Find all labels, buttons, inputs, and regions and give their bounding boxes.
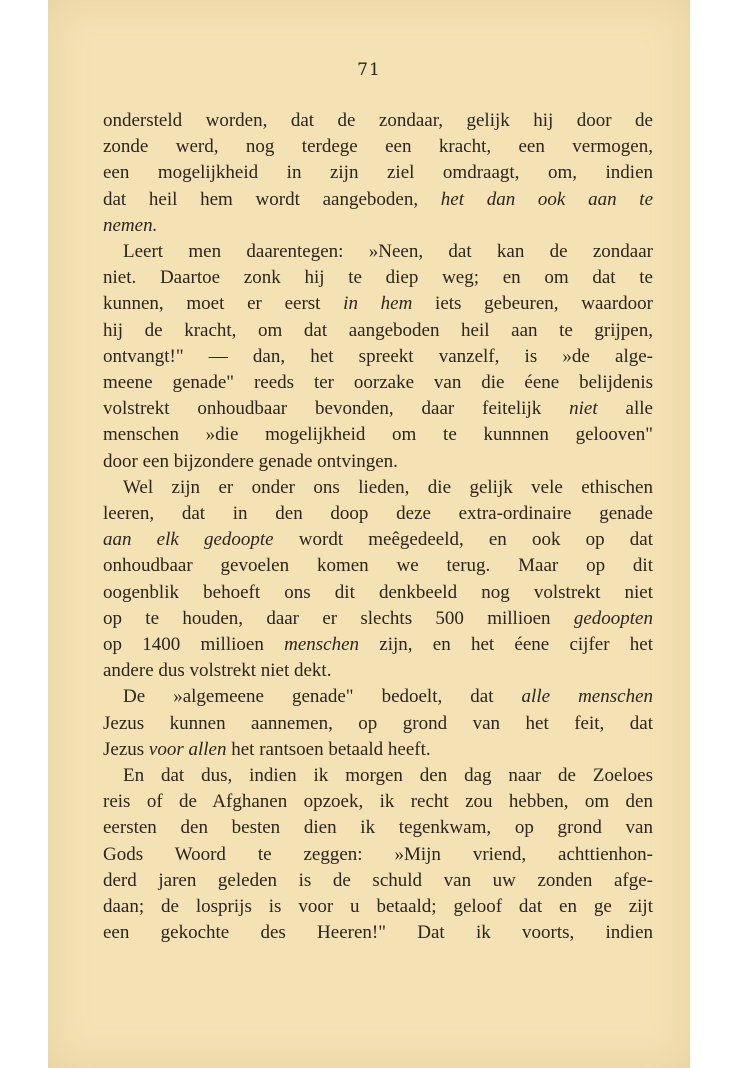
text-segment: Leert men daarentegen: »Neen, dat kan de zondaar <box>123 241 653 263</box>
text-segment: Jezus <box>103 738 149 760</box>
text-line <box>103 737 653 763</box>
italic-text: nemen. <box>103 214 158 236</box>
italic-text: alle menschen <box>521 686 653 708</box>
italic-text: het dan ook aan te <box>440 188 654 210</box>
italic-text: niet <box>569 398 598 420</box>
text-segment: wordt meêgedeeld, en ook op dat <box>273 529 653 551</box>
text-segment: hij de kracht, om dat aangeboden heil aan te grijpen, <box>103 319 653 341</box>
text-line <box>103 501 653 527</box>
italic-text: voor allen <box>148 738 227 760</box>
text-segment: zijn, en het éene cijfer het <box>359 634 654 656</box>
text-line <box>103 318 653 344</box>
text-line <box>103 868 653 894</box>
italic-text: in hem <box>343 293 413 315</box>
text-line <box>103 763 653 789</box>
text-line <box>103 894 653 920</box>
text-segment: andere dus volstrekt niet dekt. <box>103 660 332 682</box>
text-line <box>103 475 653 501</box>
text-line <box>103 632 653 658</box>
text-segment: onhoudbaar gevoelen komen we terug. Maar op dit <box>103 555 653 577</box>
text-line <box>103 842 653 868</box>
text-segment: Gods Woord te zeggen: »Mijn vriend, achttienhon- <box>103 843 653 865</box>
text-line <box>103 711 653 737</box>
book-page <box>48 0 690 1068</box>
text-segment: eersten den besten dien ik tegenkwam, op grond van <box>103 817 653 839</box>
text-segment: het rantsoen betaald heeft. <box>226 738 431 760</box>
text-line <box>103 684 653 710</box>
text-segment: Wel zijn er onder ons lieden, die gelijk vele ethischen <box>123 476 653 498</box>
text-line <box>103 108 653 134</box>
text-segment: op te houden, daar er slechts 500 millioen <box>103 607 574 629</box>
text-line <box>103 658 653 684</box>
text-line <box>103 422 653 448</box>
text-segment: op 1400 millioen <box>103 634 285 656</box>
text-segment: volstrekt onhoudbaar bevonden, daar feitelijk <box>103 398 570 420</box>
text-line <box>103 527 653 553</box>
italic-text: menschen <box>284 634 360 656</box>
text-segment: ondersteld worden, dat de zondaar, gelijk hij door de <box>103 110 653 131</box>
text-segment: meene genade" reeds ter oorzake van die éene belijdenis <box>103 372 653 394</box>
text-segment: oogenblik behoeft ons dit denkbeeld nog volstrekt niet <box>103 581 653 603</box>
body-text <box>103 108 653 947</box>
text-segment: niet. Daartoe zonk hij te diep weg; en om dat te <box>103 267 653 289</box>
text-segment: derd jaren geleden is de schuld van uw zonden afge- <box>103 869 653 891</box>
page-number: 71 <box>357 60 381 80</box>
text-segment: een mogelijkheid in zijn ziel omdraagt, om, indien <box>103 162 653 184</box>
text-line <box>103 344 653 370</box>
text-segment: kunnen, moet er eerst <box>103 293 344 315</box>
text-segment: En dat dus, indien ik morgen den dag naar de Zoeloes <box>123 765 653 787</box>
text-segment: iets gebeuren, waardoor <box>412 293 653 315</box>
text-line <box>103 920 653 946</box>
italic-text: gedoopten <box>573 607 653 629</box>
text-line <box>103 396 653 422</box>
text-line <box>103 789 653 815</box>
text-line <box>103 187 653 213</box>
italic-text: aan elk gedoopte <box>103 529 274 551</box>
text-segment: leeren, dat in den doop deze extra-ordinaire genade <box>103 503 653 525</box>
text-segment: Jezus kunnen aannemen, op grond van het feit, dat <box>103 712 653 734</box>
text-segment: dat heil hem wordt aangeboden, <box>103 188 441 210</box>
text-line <box>103 291 653 317</box>
text-line <box>103 580 653 606</box>
text-line <box>103 134 653 160</box>
text-segment: een gekochte des Heeren!" Dat ik voorts, indien <box>103 922 653 944</box>
text-segment: alle <box>597 398 653 420</box>
text-line <box>103 815 653 841</box>
text-line <box>103 370 653 396</box>
text-line <box>103 449 653 475</box>
text-line <box>103 160 653 186</box>
text-segment: ontvangt!" — dan, het spreekt vanzelf, is »de alge- <box>103 345 653 367</box>
text-segment: daan; de losprijs is voor u betaald; geloof dat en ge zijt <box>103 896 653 918</box>
text-segment: reis of de Afghanen opzoek, ik recht zou hebben, om den <box>103 791 653 813</box>
text-line <box>103 553 653 579</box>
text-segment: zonde werd, nog terdege een kracht, een vermogen, <box>103 136 653 158</box>
text-line <box>103 213 653 239</box>
text-segment: door een bijzondere genade ontvingen. <box>103 450 398 472</box>
text-line <box>103 606 653 632</box>
text-line <box>103 265 653 291</box>
text-segment: De »algemeene genade" bedoelt, dat <box>123 686 522 708</box>
text-line <box>103 239 653 265</box>
text-segment: menschen »die mogelijkheid om te kunnnen gelooven" <box>103 424 653 446</box>
